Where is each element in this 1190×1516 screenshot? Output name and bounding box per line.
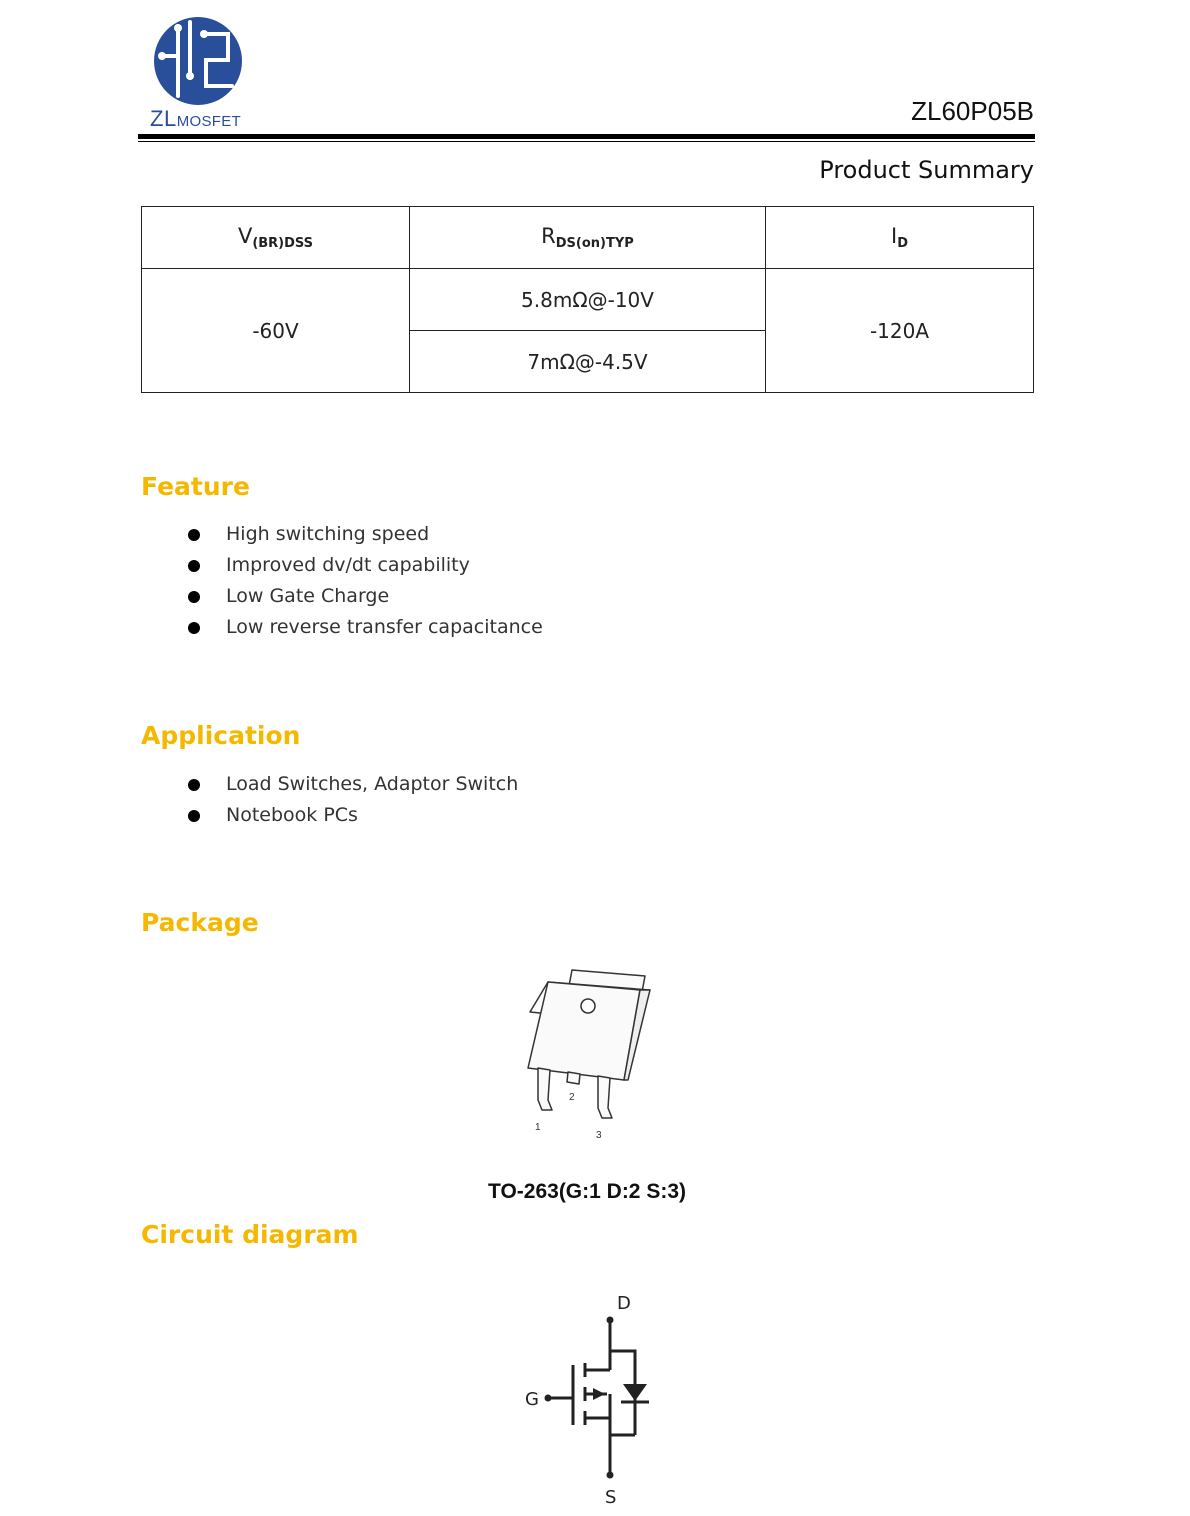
bullet-icon — [188, 810, 200, 822]
feature-heading: Feature — [141, 472, 250, 501]
source-label: S — [605, 1487, 617, 1508]
package-heading: Package — [141, 908, 259, 937]
pin-label-3: 3 — [596, 1130, 602, 1141]
company-logo — [148, 16, 252, 132]
feature-list — [186, 519, 543, 643]
header-vdss: $V_{(BR)DSS}$ — [142, 207, 410, 269]
cell-rdson-4v5: 7mΩ@-4.5V — [410, 331, 766, 393]
list-item: Load Switches, Adaptor Switch — [186, 769, 518, 800]
p-channel-mosfet-symbol-icon — [515, 1285, 675, 1510]
drain-label: D — [617, 1293, 631, 1314]
cell-id: -120A — [766, 269, 1034, 393]
package-caption: TO-263(G:1 D:2 S:3) — [488, 1180, 686, 1203]
bullet-icon — [188, 560, 200, 572]
header-rdson: $R_{DS(on)TYP}$ — [410, 207, 766, 269]
pin-label-2: 2 — [569, 1092, 575, 1103]
table-header-row — [142, 207, 1034, 269]
bullet-icon — [188, 779, 200, 791]
list-item: Notebook PCs — [186, 800, 518, 831]
header-divider-thin — [138, 141, 1035, 142]
list-item: Low Gate Charge — [186, 581, 543, 612]
application-list — [186, 769, 518, 831]
header-id: $I_D$ — [766, 207, 1034, 269]
cell-vdss: -60V — [142, 269, 410, 393]
list-item: Improved dv/dt capability — [186, 550, 543, 581]
bullet-icon — [188, 591, 200, 603]
table-row — [142, 269, 1034, 331]
part-number: ZL60P05B — [911, 96, 1034, 126]
package-outline-icon — [520, 960, 670, 1150]
to263-package-drawing — [520, 960, 670, 1150]
product-summary-table — [141, 206, 1034, 393]
mosfet-circuit-diagram — [515, 1285, 675, 1510]
bullet-icon — [188, 622, 200, 634]
gate-label: G — [525, 1389, 539, 1410]
circuit-heading: Circuit diagram — [141, 1220, 359, 1249]
cell-rdson-10v: 5.8mΩ@-10V — [410, 269, 766, 331]
application-heading: Application — [141, 721, 301, 750]
pin-label-1: 1 — [535, 1122, 541, 1133]
logo-wordmark: ZLMOSFET — [150, 106, 241, 131]
logo-emblem-icon — [148, 16, 252, 108]
list-item: Low reverse transfer capacitance — [186, 612, 543, 643]
header-divider — [138, 134, 1035, 139]
list-item: High switching speed — [186, 519, 543, 550]
product-summary-title: Product Summary — [819, 156, 1034, 184]
bullet-icon — [188, 529, 200, 541]
